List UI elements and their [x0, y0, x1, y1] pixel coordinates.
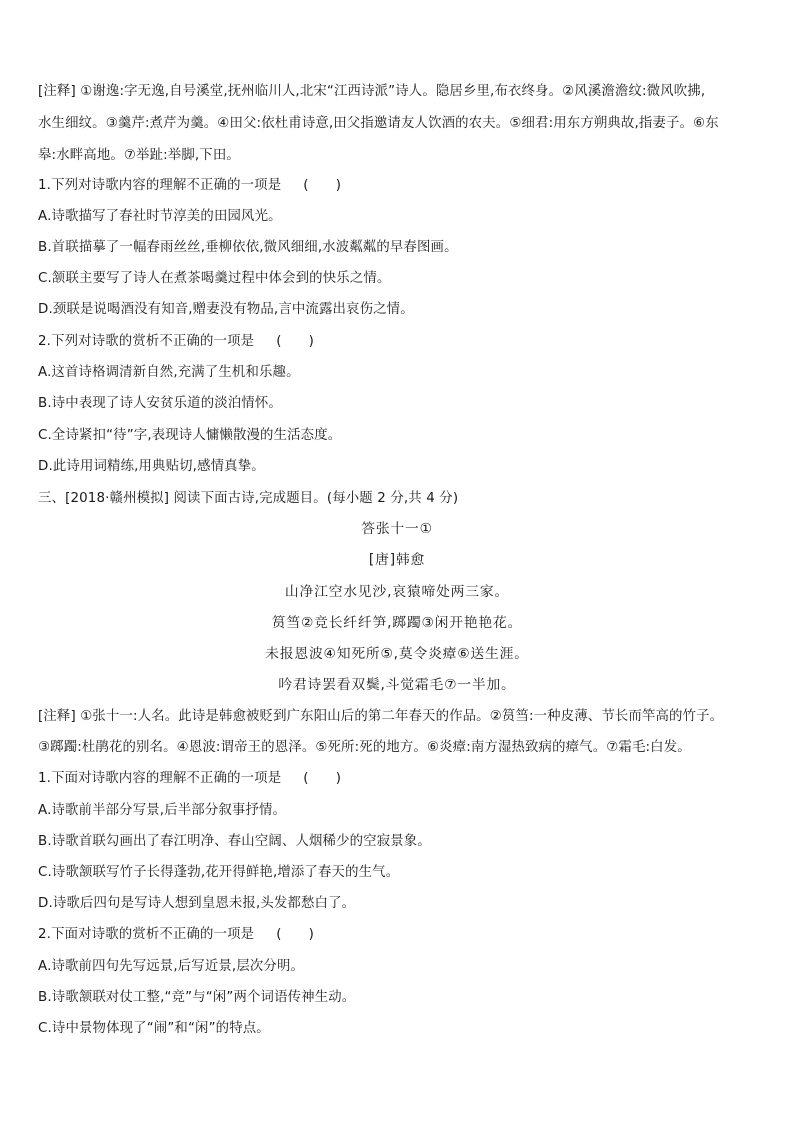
option-c: C.颔联主要写了诗人在煮茶喝羹过程中体会到的快乐之情。 [38, 271, 391, 286]
option-a: A.诗歌前四句先写远景,后写近景,层次分明。 [38, 959, 305, 974]
annotation-line: 水生细纹。③羹芹:煮芹为羹。④田父:依杜甫诗意,田父指邀请友人饮酒的农夫。⑤细君:用东方朔典故,指妻子。⑥东 [38, 116, 719, 131]
poem-author: [唐]韩愈 [368, 552, 426, 568]
option-b: B.诗歌首联勾画出了春江明净、春山空阔、人烟稀少的空寂景象。 [38, 834, 431, 849]
question-text: 2.下面对诗歌的赏析不正确的一项是 [38, 927, 255, 942]
option-b: B.诗中表现了诗人安贫乐道的淡泊情怀。 [38, 396, 282, 411]
option-a: A.诗歌描写了春社时节淳美的田园风光。 [38, 209, 282, 224]
option-c: C.诗中景物体现了“闹”和“闲”的特点。 [38, 1021, 270, 1036]
poem-line: 吟君诗罢看双鬓,斗觉霜毛⑦一半加。 [278, 677, 516, 693]
section-heading: 三、[2018·赣州模拟] 阅读下面古诗,完成题目。(每小题 2 分,共 4 分) [38, 491, 459, 506]
option-d: D.颈联是说喝酒没有知音,赠妻没有物品,言中流露出哀伤之情。 [38, 302, 414, 317]
question-text: 1.下面对诗歌内容的理解不正确的一项是 [38, 771, 282, 786]
poem-title: 答张十一① [361, 521, 433, 537]
poem-line: 未报恩波④知死所⑤,莫令炎瘴⑥送生涯。 [265, 646, 529, 662]
answer-blank: ( ) [303, 771, 342, 786]
option-c: C.诗歌颔联写竹子长得蓬勃,花开得鲜艳,增添了春天的生气。 [38, 865, 400, 880]
annotation-line: [注释] ①谢逸:字无逸,自号溪堂,抚州临川人,北宋“江西诗派”诗人。隐居乡里,布衣终身。②风溪澹澹纹:微风吹拂, [38, 84, 706, 99]
poem-line: 筼筜②竞长纤纤笋,踯躅③闲开艳艳花。 [271, 615, 523, 631]
answer-blank: ( ) [303, 178, 342, 193]
question-text: 1.下列对诗歌内容的理解不正确的一项是 [38, 178, 282, 193]
option-d: D.诗歌后四句是写诗人想到皇恩未报,头发都愁白了。 [38, 896, 356, 911]
annotation-line: [注释] ①张十一:人名。此诗是韩愈被贬到广东阳山后的第二年春天的作品。②筼筜:一种皮薄、节长而竿高的竹子。 [38, 709, 724, 724]
option-b: B.诗歌颔联对仗工整,“竞”与“闲”两个词语传神生动。 [38, 990, 356, 1005]
question-stem [38, 926, 766, 944]
answer-blank: ( ) [276, 334, 315, 349]
option-d: D.此诗用词精练,用典贴切,感情真挚。 [38, 459, 265, 474]
option-a: A.这首诗格调清新自然,充满了生机和乐趣。 [38, 365, 300, 380]
annotation-line: 皋:水畔高地。⑦举趾:举脚,下田。 [38, 148, 240, 163]
question-stem [38, 177, 766, 195]
answer-blank: ( ) [276, 927, 315, 942]
question-stem [38, 770, 766, 788]
option-b: B.首联描摹了一幅春雨丝丝,垂柳依依,微风细细,水波粼粼的早春图画。 [38, 240, 458, 255]
option-a: A.诗歌前半部分写景,后半部分叙事抒情。 [38, 803, 287, 818]
poem-line: 山净江空水见沙,哀猿啼处两三家。 [284, 584, 510, 600]
annotation-line: ③踯躅:杜鹃花的别名。④恩波:谓帝王的恩泽。⑤死所:死的地方。⑥炎瘴:南方湿热致病的瘴气。⑦霜毛:白发。 [38, 740, 691, 755]
question-stem [38, 333, 766, 351]
question-text: 2.下列对诗歌的赏析不正确的一项是 [38, 334, 255, 349]
option-c: C.全诗紧扣“待”字,表现诗人慵懒散漫的生活态度。 [38, 428, 342, 443]
